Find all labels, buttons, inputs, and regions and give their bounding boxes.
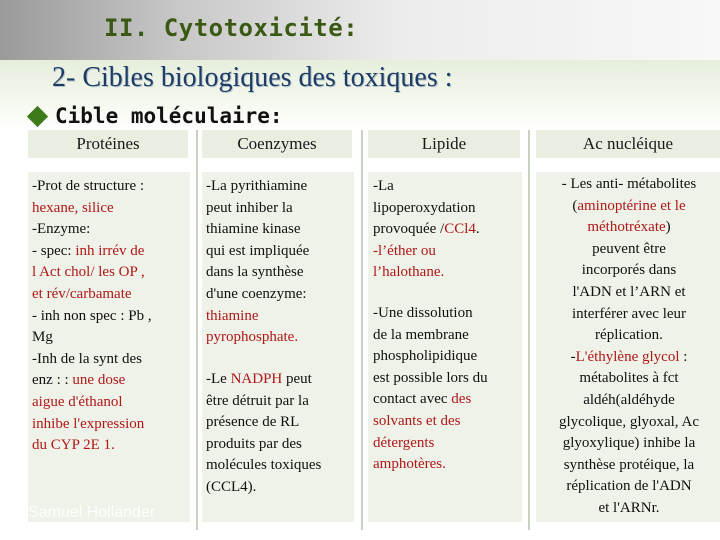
ac-nucleique-text: - Les anti- métabolites (aminoptérine et le méthotréxate) peuvent être incorporés dans l'ADN et l’ARN et interférer avec leur réplication. -L'éthylène glycol : métabolites à fct aldéh(aldéhyde glycolique, glyoxal, Ac glyoxylique) inhibe la synthèse protéique, la réplication de l'ADN et l'ARNr. [559,176,699,516]
watermark: Samuel Holländer [28,504,156,521]
header-coenzymes: Coenzymes [202,130,352,158]
header-lipide: Lipide [368,130,520,158]
slide-title: II. Cytotoxicité: [104,14,359,42]
bullet-text: Cible moléculaire: [55,104,283,128]
lipide-text-2: -Une dissolution de la membrane phospholipidique est possible lors du contact avec des solvants et des détergents amphotères. [373,305,488,473]
coenzymes-text-2: -Le NADPH peut être détruit par la présence de RL produits par des molécules toxiques (CCL4). [206,371,322,495]
lipide-text-1: -La lipoperoxydation provoquée /CCl4. -l’éther ou l’halothane. [373,178,480,281]
bullet-heading [30,104,283,128]
column-divider [196,130,198,530]
proteines-text: -Prot de structure : hexane, silice -Enzyme: - spec: inh irrév de l Act chol/ les OP , et rév/carbamate - inh non spec : Pb , Mg -Inh de la synt des enz : : une dose aigue d'éthanol inhibe l'expression du CYP 2E 1. [32,178,152,454]
slide-subtitle: 2- Cibles biologiques des toxiques : [52,62,453,93]
header-proteines: Protéines [28,130,188,158]
column-divider [528,130,530,530]
header-ac-nucleique: Ac nucléique [536,130,720,158]
column-divider [361,130,363,530]
coenzymes-text-1: -La pyrithiamine peut inhiber la thiamine kinase qui est impliquée dans la synthèse d'une coenzyme: thiamine pyrophosphate. [206,178,310,346]
diamond-bullet-icon [27,105,48,126]
